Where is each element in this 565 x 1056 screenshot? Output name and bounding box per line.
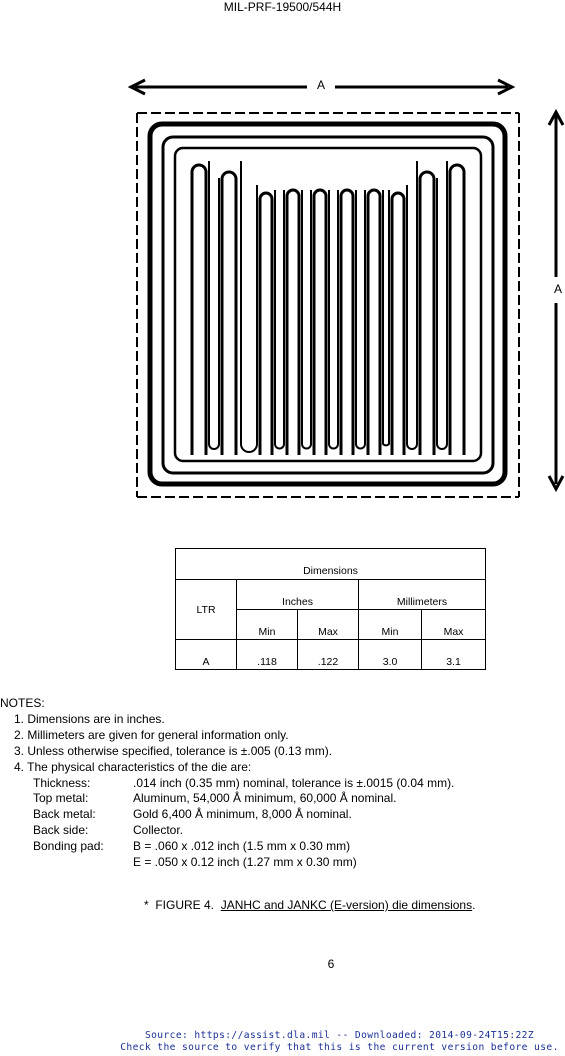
table-title: Dimensions <box>176 549 486 580</box>
inches-min-header: Min <box>237 610 298 640</box>
characteristic-label: Back metal: <box>33 807 96 822</box>
inches-max-header: Max <box>298 610 359 640</box>
vertical-dimension-arrow <box>549 112 563 489</box>
footer-verify-line: Check the source to verify that this is the current version before use. <box>120 1042 559 1053</box>
characteristic-row <box>0 839 454 855</box>
millimeters-header: Millimeters <box>359 580 486 610</box>
row-mm-min: 3.0 <box>359 640 422 670</box>
characteristic-label: Thickness: <box>33 775 91 790</box>
row-inches-min: .118 <box>237 640 298 670</box>
ltr-header: LTR <box>176 580 237 640</box>
base-fingers <box>209 161 447 452</box>
row-inches-max: .122 <box>298 640 359 670</box>
characteristic-value: Aluminum, 54,000 Å minimum, 60,000 Å nominal. <box>133 791 397 806</box>
characteristic-label: Bonding pad: <box>33 839 104 854</box>
notes-section <box>0 696 454 871</box>
characteristic-row <box>0 791 454 807</box>
characteristic-value: Collector. <box>133 823 184 838</box>
note-item: 1. Dimensions are in inches. <box>14 711 165 726</box>
mm-max-header: Max <box>422 610 486 640</box>
characteristic-value: E = .050 x 0.12 inch (1.27 mm x 0.30 mm) <box>133 855 357 870</box>
page-number: 6 <box>327 957 335 971</box>
inches-header: Inches <box>237 580 359 610</box>
notes-heading: NOTES: <box>0 696 45 710</box>
characteristic-value: Gold 6,400 Å minimum, 8,000 Å nominal. <box>133 807 352 822</box>
row-ltr: A <box>176 640 237 670</box>
mm-min-header: Min <box>359 610 422 640</box>
characteristic-label: Back side: <box>33 823 89 838</box>
characteristic-row <box>0 807 454 823</box>
row-mm-max: 3.1 <box>422 640 486 670</box>
characteristic-row <box>0 776 454 792</box>
caption-title: JANHC and JANKC (E-version) die dimensions <box>220 898 473 912</box>
dimension-label-horizontal: A <box>316 78 326 92</box>
characteristic-row <box>0 855 454 871</box>
dimensions-table <box>175 548 486 670</box>
characteristic-row <box>0 823 454 839</box>
caption-prefix: * FIGURE 4. <box>144 898 221 912</box>
characteristic-value: B = .060 x .012 inch (1.5 mm x 0.30 mm) <box>133 839 351 854</box>
characteristic-value: .014 inch (0.35 mm) nominal, tolerance is ±.0015 (0.04 mm). <box>133 775 455 790</box>
characteristic-label: Top metal: <box>33 791 89 806</box>
caption-suffix: . <box>472 898 476 912</box>
footer-source-line: Source: https://assist.dla.mil -- Downloaded: 2014-09-24T15:22Z <box>144 1030 535 1041</box>
table-row <box>176 640 486 670</box>
note-item: 2. Millimeters are given for general information only. <box>14 727 289 742</box>
note-item: 3. Unless otherwise specified, tolerance is ±.005 (0.13 mm). <box>14 743 333 758</box>
document-id-header: MIL-PRF-19500/544H <box>223 0 342 14</box>
dimension-label-vertical: A <box>553 282 563 296</box>
note-item: 4. The physical characteristics of the die are: <box>14 759 252 774</box>
